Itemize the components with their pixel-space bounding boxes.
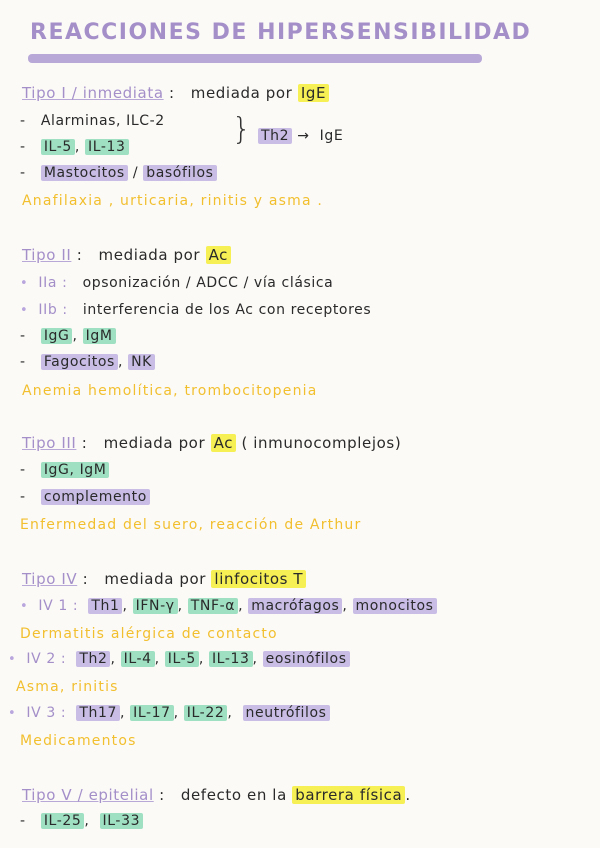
comma: , — [119, 705, 126, 721]
dash: - — [20, 113, 26, 129]
tipo4-il17: IL-17 — [130, 705, 174, 721]
tipo4-sub1 — [20, 598, 437, 614]
tipo4-il22: IL-22 — [184, 705, 228, 721]
tipo4-monocitos: monocitos — [353, 598, 437, 614]
tipo4-il5: IL-5 — [165, 651, 199, 667]
tipo4-sub3-label: IV 3 : — [26, 705, 67, 721]
tipo3-clinical: Enfermedad del suero, reacción de Arthur — [20, 517, 362, 533]
tipo5-label: Tipo V / epitelial — [22, 786, 154, 804]
tipo3-header — [22, 434, 401, 452]
tipo3-desc2: ( inmunocomplejos) — [241, 434, 402, 452]
tipo4-sub3-clinical: Medicamentos — [20, 733, 137, 749]
tipo1-il5: IL-5 — [41, 139, 75, 155]
tipo2-sub2 — [20, 302, 371, 318]
tipo5-header — [22, 786, 411, 804]
tipo3-line1 — [20, 462, 109, 478]
slash: / — [132, 165, 139, 181]
tipo4-th1: Th1 — [88, 598, 122, 614]
tipo4-tnf: TNF-α — [188, 598, 238, 614]
tipo2-nk: NK — [128, 354, 155, 370]
tipo1-mastocitos: Mastocitos — [41, 165, 128, 181]
tipo1-ige: IgE — [319, 128, 344, 144]
dot: • — [8, 706, 17, 721]
tipo2-highlight: Ac — [206, 246, 231, 264]
comma: , — [117, 354, 124, 370]
tipo4-eosinofilos: eosinófilos — [263, 651, 350, 667]
tipo4-header — [22, 570, 306, 588]
dash: - — [20, 328, 26, 344]
dot: • — [20, 599, 29, 614]
tipo4-ifn: IFN-γ — [133, 598, 178, 614]
dot: • — [8, 652, 17, 667]
tipo4-sub1-clinical: Dermatitis alérgica de contacto — [20, 626, 278, 642]
dot: • — [20, 276, 29, 291]
tipo1-highlight: IgE — [298, 84, 329, 102]
tipo3-igg-igm: IgG, IgM — [41, 462, 110, 478]
page-title: REACCIONES DE HIPERSENSIBILIDAD — [30, 20, 532, 45]
tipo2-igm: IgM — [83, 328, 116, 344]
tipo1-desc: mediada por — [190, 84, 293, 102]
comma: , — [177, 598, 183, 614]
tipo1-label: Tipo I / inmediata — [22, 84, 164, 102]
tipo1-th2-line — [258, 128, 343, 144]
tipo4-il13: IL-13 — [209, 651, 253, 667]
comma: , — [342, 598, 348, 614]
tipo2-fagocitos: Fagocitos — [41, 354, 118, 370]
tipo4-highlight: linfocitos T — [211, 570, 306, 588]
tipo5-highlight: barrera física — [292, 786, 405, 804]
tipo1-basofilos: basófilos — [143, 165, 216, 181]
tipo2-sub2-label: IIb : — [38, 302, 68, 318]
tipo2-line3 — [20, 328, 116, 344]
tipo4-il4: IL-4 — [121, 651, 155, 667]
comma: , — [84, 813, 90, 829]
tipo3-desc: mediada por — [103, 434, 206, 452]
tipo1-line2 — [20, 139, 129, 155]
tipo2-desc: mediada por — [98, 246, 201, 264]
tipo4-th17: Th17 — [76, 705, 120, 721]
comma: , — [173, 705, 179, 721]
comma: , — [252, 651, 258, 667]
arrow-icon: → — [297, 128, 310, 144]
tipo1-line3 — [20, 165, 217, 181]
dash: - — [20, 462, 26, 478]
tipo4-sub2 — [8, 651, 350, 667]
tipo3-complemento: complemento — [41, 489, 150, 505]
dash: - — [20, 139, 26, 155]
comma: , — [122, 598, 128, 614]
tipo4-macrofagos: macrófagos — [248, 598, 342, 614]
comma: , — [72, 328, 78, 344]
tipo4-sub2-clinical: Asma, rinitis — [16, 679, 119, 695]
tipo4-colon: : — [82, 570, 89, 588]
tipo1-colon: : — [169, 84, 175, 102]
tipo4-sub2-label: IV 2 : — [26, 651, 67, 667]
tipo4-label: Tipo IV — [22, 570, 78, 588]
tipo2-igg: IgG — [41, 328, 73, 344]
dot: • — [20, 303, 29, 318]
tipo2-label: Tipo II — [22, 246, 72, 264]
period: . — [405, 786, 411, 804]
tipo5-il25: IL-25 — [41, 813, 85, 829]
tipo1-alarminas: Alarminas, ILC-2 — [40, 113, 165, 129]
tipo4-th2: Th2 — [76, 651, 110, 667]
dash: - — [20, 354, 26, 370]
tipo2-colon: : — [76, 246, 83, 264]
tipo4-neutrofilos: neutrófilos — [243, 705, 330, 721]
comma: , — [74, 139, 80, 155]
comma: , — [110, 651, 116, 667]
tipo2-sub1 — [20, 275, 333, 291]
comma: , — [154, 651, 160, 667]
tipo2-clinical: Anemia hemolítica, trombocitopenia — [22, 383, 318, 399]
tipo5-colon: : — [159, 786, 165, 804]
tipo5-line1 — [20, 813, 143, 829]
tipo3-line2 — [20, 489, 150, 505]
comma: , — [198, 651, 204, 667]
tipo4-desc: mediada por — [104, 570, 207, 588]
tipo1-header — [22, 84, 329, 102]
dash: - — [20, 165, 26, 181]
tipo2-sub1-label: IIa : — [38, 275, 68, 291]
tipo2-line4 — [20, 354, 155, 370]
tipo4-sub1-label: IV 1 : — [38, 598, 79, 614]
tipo1-line1 — [20, 113, 165, 129]
dash: - — [20, 813, 26, 829]
tipo1-th2: Th2 — [258, 128, 292, 144]
tipo2-sub1-text: opsonización / ADCC / vía clásica — [82, 275, 334, 291]
tipo1-clinical: Anafilaxia , urticaria, rinitis y asma . — [22, 193, 324, 209]
tipo5-il33: IL-33 — [100, 813, 144, 829]
tipo3-colon: : — [81, 434, 88, 452]
tipo3-label: Tipo III — [22, 434, 77, 452]
comma: , — [227, 705, 233, 721]
comma: , — [238, 598, 244, 614]
tipo2-header — [22, 246, 231, 264]
tipo2-sub2-text: interferencia de los Ac con receptores — [82, 302, 372, 318]
tipo1-il13: IL-13 — [85, 139, 129, 155]
tipo1-brace: } — [232, 112, 252, 147]
dash: - — [20, 489, 26, 505]
title-underline — [28, 54, 482, 63]
tipo5-desc: defecto en la — [180, 786, 287, 804]
tipo4-sub3 — [8, 705, 330, 721]
tipo3-highlight: Ac — [211, 434, 236, 452]
